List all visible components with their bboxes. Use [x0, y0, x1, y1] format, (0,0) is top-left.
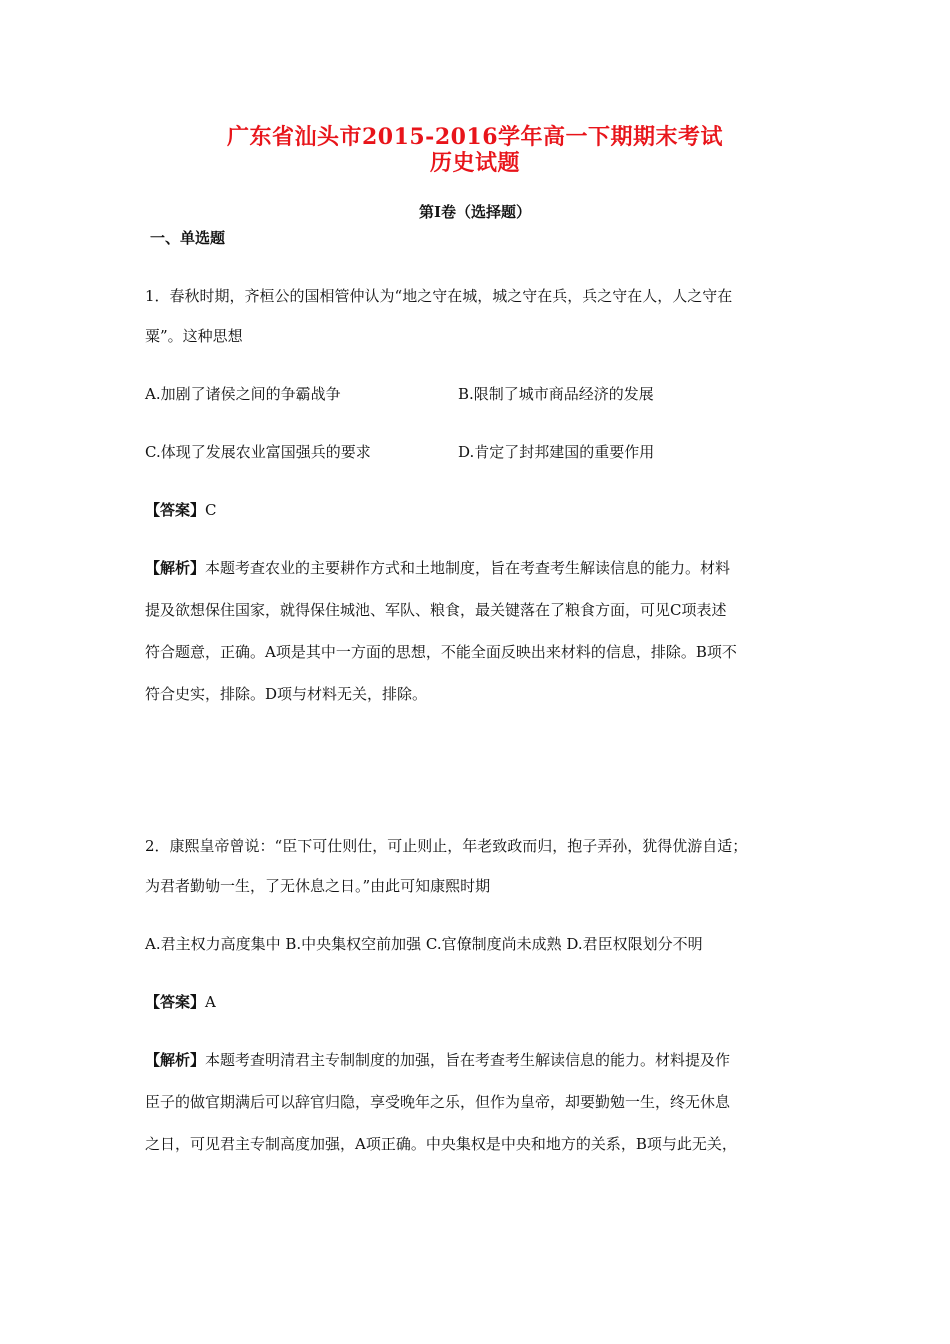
q2-analysis-label: 【解析】 — [145, 1051, 206, 1069]
q2-analysis-line3: 之日，可见君主专制高度加强，A项正确。中央集权是中央和地方的关系，B项与此无关， — [145, 1135, 737, 1153]
q1-stem-line2: 粟”。这种思想 — [145, 327, 243, 345]
q2-stem-line1: 2．康熙皇帝曾说：“臣下可仕则仕，可止则止，年老致政而归，抱子弄孙，犹得优游自适； — [145, 837, 748, 855]
q1-analysis-text1: 本题考查农业的主要耕作方式和土地制度，旨在考查考生解读信息的能力。材料 — [205, 559, 731, 577]
q1-answer — [145, 500, 217, 520]
q2-answer-value: A — [205, 993, 216, 1011]
q1-analysis-label: 【解析】 — [145, 559, 206, 577]
q1-analysis-line4: 符合史实，排除。D项与材料无关，排除。 — [145, 685, 428, 703]
q2-analysis-line2: 臣子的做官期满后可以辞官归隐，享受晚年之乐，但作为皇帝，却要勤勉一生，终无休息 — [145, 1093, 731, 1111]
q1-answer-label: 【答案】 — [145, 501, 206, 519]
q2-options: A.君主权力高度集中 B.中央集权空前加强 C.官僚制度尚未成熟 D.君臣权限划分不明 — [145, 935, 703, 953]
q2-stem-line2: 为君者勤劬一生，了无休息之日。”由此可知康熙时期 — [145, 877, 491, 895]
document-title-line2: 历史试题 — [429, 150, 520, 176]
q1-analysis-line1 — [145, 558, 730, 578]
q1-analysis-line3: 符合题意，正确。A项是其中一方面的思想，不能全面反映出来材料的信息，排除。B项不 — [145, 643, 737, 661]
q2-answer-label: 【答案】 — [145, 993, 206, 1011]
q1-analysis-line2: 提及欲想保住国家，就得保住城池、军队、粮食，最关键落在了粮食方面，可见C项表述 — [145, 601, 727, 619]
q2-analysis-line1 — [145, 1050, 730, 1070]
q1-option-a: A.加剧了诸侯之间的争霸战争 — [145, 385, 341, 403]
q2-answer — [145, 992, 216, 1012]
q2-analysis-text1: 本题考查明清君主专制制度的加强，旨在考查考生解读信息的能力。材料提及作 — [205, 1051, 731, 1069]
q1-stem-line1: 1．春秋时期，齐桓公的国相管仲认为“地之守在城，城之守在兵，兵之守在人，人之守在 — [145, 287, 733, 305]
section-heading: 第Ⅰ卷（选择题） — [418, 203, 532, 221]
document-title-line1: 广东省汕头市2015-2016学年高一下期期末考试 — [226, 124, 724, 150]
part-heading: 一、单选题 — [150, 229, 226, 247]
q1-option-d: D.肯定了封邦建国的重要作用 — [458, 443, 655, 461]
q1-option-c: C.体现了发展农业富国强兵的要求 — [145, 443, 371, 461]
q1-option-b: B.限制了城市商品经济的发展 — [458, 385, 654, 403]
q1-answer-value: C — [205, 501, 217, 519]
